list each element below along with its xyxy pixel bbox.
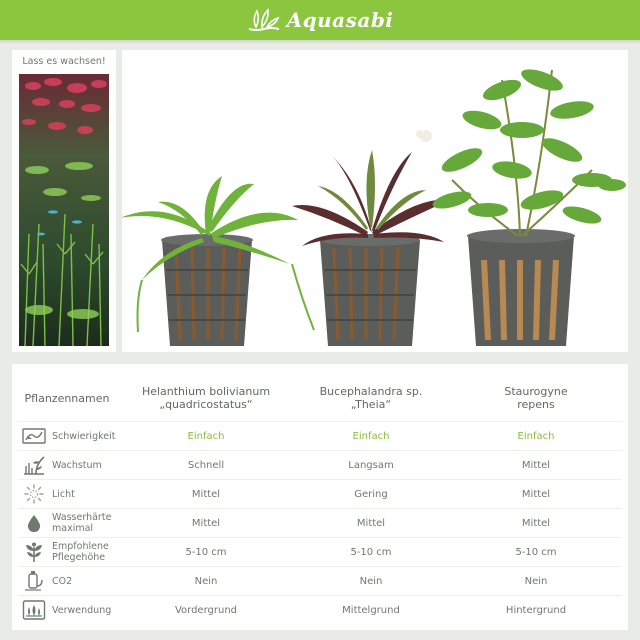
cell-value: Gering bbox=[354, 488, 388, 500]
plant-3-name bbox=[456, 385, 616, 411]
brand-name: Aquasabi bbox=[286, 8, 394, 32]
header-bar bbox=[0, 0, 640, 40]
light-icon bbox=[22, 483, 46, 505]
bucephalandra-pot bbox=[292, 130, 450, 346]
plant-1-name-line1: Helanthium bolivianum bbox=[141, 385, 271, 398]
table-row-co2 bbox=[18, 566, 622, 595]
helanthium-pot bbox=[122, 176, 314, 346]
row-label: CO2 bbox=[52, 575, 73, 587]
row-label-line2: Pflegehöhe bbox=[52, 552, 106, 563]
row-label-line1: Empfohlene bbox=[52, 541, 109, 552]
table-row-difficulty bbox=[18, 421, 622, 450]
difficulty-icon bbox=[22, 425, 46, 447]
plant-1-name-line2: „quadricostatus“ bbox=[159, 398, 253, 411]
plant-3-name-line2: repens bbox=[517, 398, 555, 411]
cell-value: Mittel bbox=[521, 488, 551, 500]
cell-value: Mittel bbox=[191, 517, 221, 529]
promo-title: Lass es wachsen! bbox=[22, 56, 106, 67]
water-hardness-icon bbox=[22, 512, 46, 534]
row-label: Verwendung bbox=[52, 604, 112, 616]
row-label bbox=[52, 509, 111, 537]
table-row-usage bbox=[18, 595, 622, 624]
aquascape-photo bbox=[19, 74, 109, 346]
cell-value: Mittel bbox=[521, 517, 551, 529]
plant-1-name bbox=[126, 385, 286, 411]
header-shadow bbox=[0, 40, 640, 44]
potted-plants-illustration bbox=[122, 50, 628, 352]
plant-3-name-line1: Staurogyne bbox=[504, 385, 568, 398]
plant-name-header: Pflanzennamen bbox=[24, 392, 110, 405]
table-row-water-hardness bbox=[18, 508, 622, 537]
cell-value: 5-10 cm bbox=[350, 546, 392, 558]
cell-value: 5-10 cm bbox=[185, 546, 227, 558]
plant-2-name-line1: Bucephalandra sp. bbox=[319, 385, 423, 398]
cell-value: Vordergrund bbox=[174, 604, 238, 616]
cell-value: Mittelgrund bbox=[342, 604, 400, 616]
aquasabi-logo-icon bbox=[247, 7, 281, 33]
cell-value: Einfach bbox=[517, 430, 555, 442]
row-label: Schwierigkeit bbox=[52, 430, 116, 442]
co2-icon bbox=[22, 570, 46, 592]
cell-value: Einfach bbox=[187, 430, 225, 442]
plant-pots-photo bbox=[122, 50, 628, 352]
cell-value: Mittel bbox=[191, 488, 221, 500]
cell-value: Mittel bbox=[521, 459, 551, 471]
cell-value: Mittel bbox=[356, 517, 386, 529]
row-label-line2: maximal bbox=[52, 523, 94, 534]
cell-value: Nein bbox=[524, 575, 548, 587]
cell-value: Einfach bbox=[352, 430, 390, 442]
cell-value: 5-10 cm bbox=[515, 546, 557, 558]
height-icon bbox=[22, 541, 46, 563]
growth-icon bbox=[22, 454, 46, 476]
cell-value: Langsam bbox=[348, 459, 394, 471]
row-label: Licht bbox=[52, 488, 75, 500]
plant-2-name-line2: „Theia“ bbox=[350, 398, 392, 411]
table-row-height bbox=[18, 537, 622, 566]
usage-icon bbox=[22, 599, 46, 621]
table-row-light bbox=[18, 479, 622, 508]
cell-value: Hintergrund bbox=[505, 604, 567, 616]
row-label: Wachstum bbox=[52, 459, 102, 471]
staurogyne-pot bbox=[431, 65, 626, 346]
promo-panel bbox=[12, 50, 116, 352]
table-row-growth bbox=[18, 450, 622, 479]
plant-2-name bbox=[294, 385, 448, 411]
plant-comparison-table bbox=[12, 364, 628, 630]
cell-value: Nein bbox=[194, 575, 218, 587]
row-label-line1: Wasserhärte bbox=[52, 512, 112, 523]
row-label bbox=[52, 538, 109, 566]
cell-value: Schnell bbox=[187, 459, 225, 471]
cell-value: Nein bbox=[359, 575, 383, 587]
